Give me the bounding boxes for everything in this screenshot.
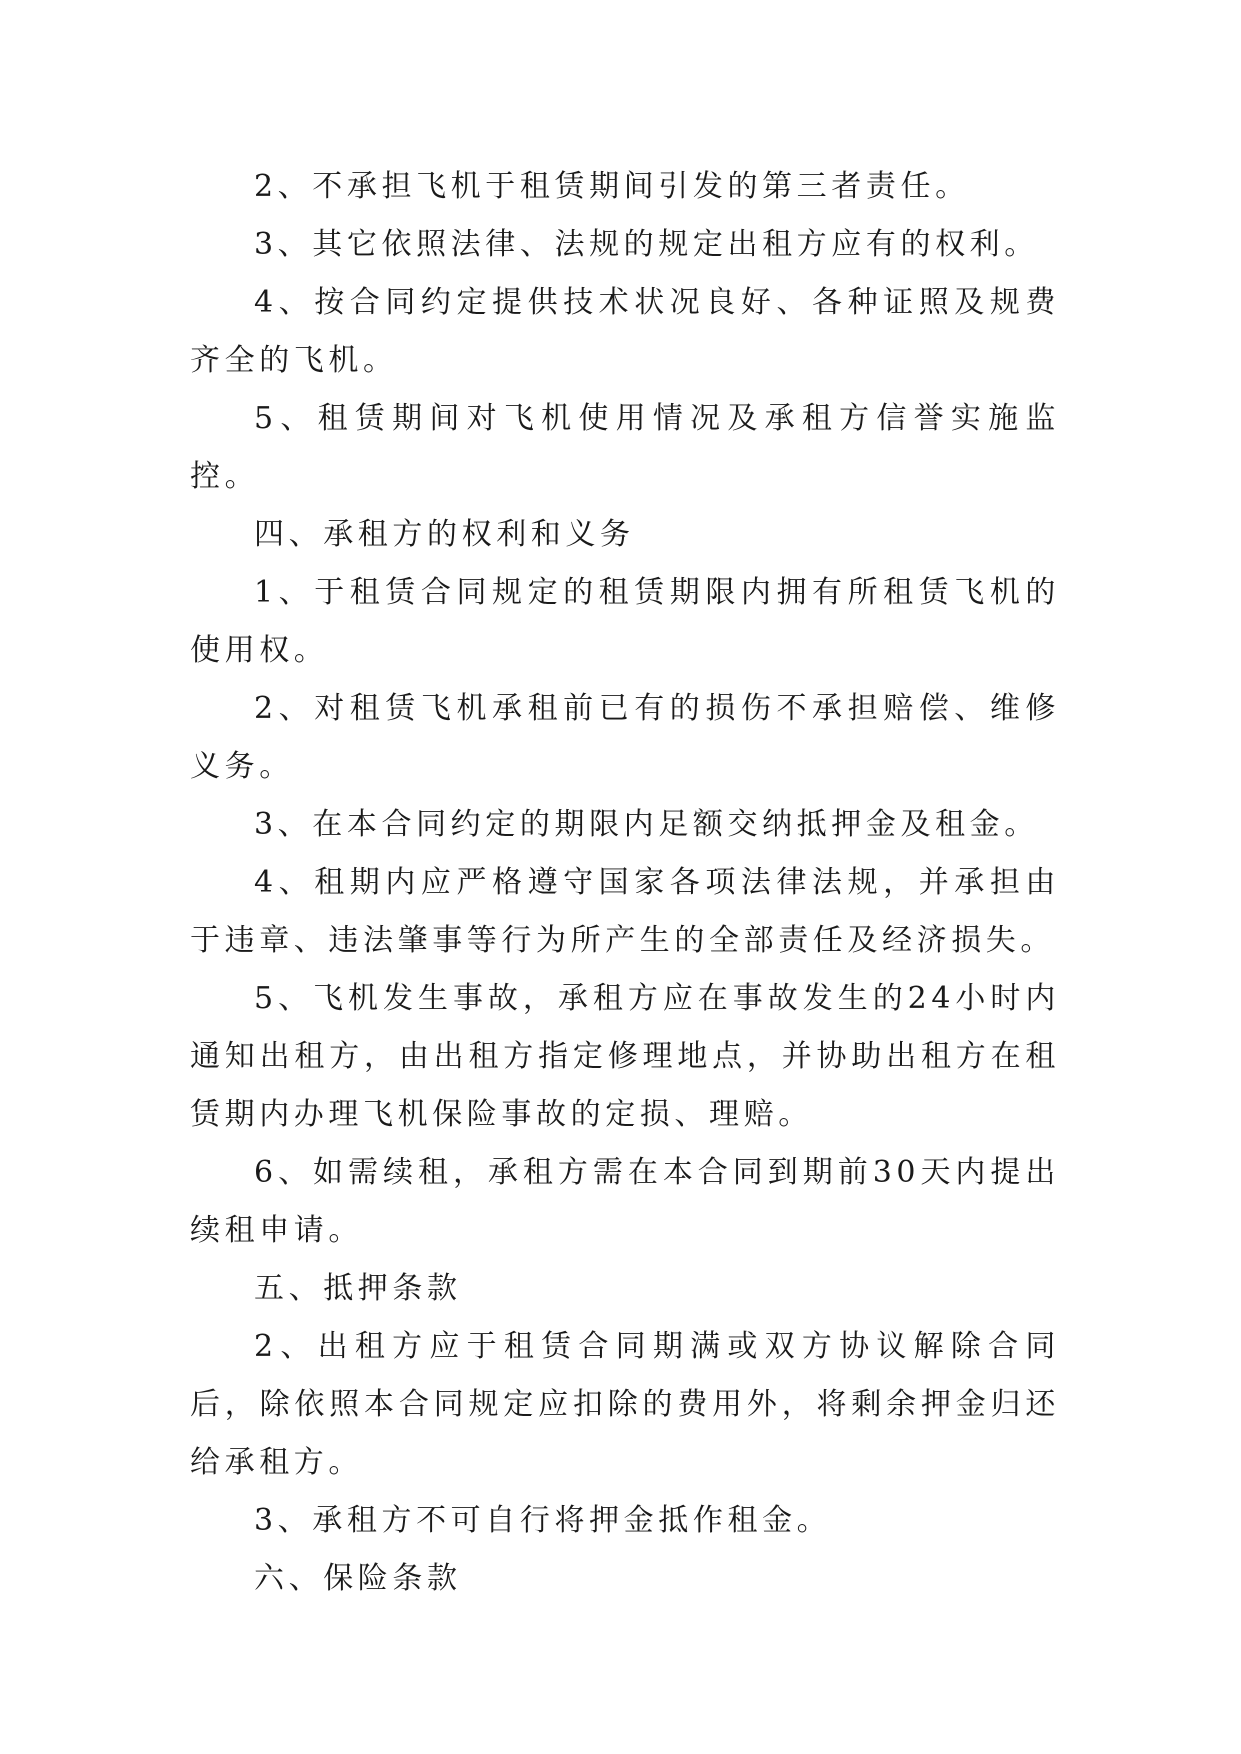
paragraph-lessee-renewal: 6、如需续租，承租方需在本合同到期前30天内提出续租申请。 <box>190 1155 1060 1248</box>
document-body <box>190 158 1060 1608</box>
paragraph-deposit-not-rent: 3、承租方不可自行将押金抵作租金。 <box>254 1503 832 1538</box>
paragraph-lessor-no-third-party-liability: 2、不承担飞机于租赁期间引发的第三者责任。 <box>254 169 970 204</box>
paragraph-lessee-obey-laws: 4、租期内应严格遵守国家各项法律法规，并承担由于违章、违法肇事等行为所产生的全部责任及经济损失。 <box>190 865 1060 958</box>
paragraph-lessee-use-right: 1、于租赁合同规定的租赁期限内拥有所租赁飞机的使用权。 <box>190 575 1060 668</box>
paragraph-lessor-other-rights: 3、其它依照法律、法规的规定出租方应有的权利。 <box>254 227 1039 262</box>
section-heading-lessee-rights: 四、承租方的权利和义务 <box>254 517 635 552</box>
section-heading-deposit-terms: 五、抵押条款 <box>254 1271 462 1306</box>
paragraph-lessee-prior-damage: 2、对租赁飞机承租前已有的损伤不承担赔偿、维修义务。 <box>190 691 1060 784</box>
paragraph-deposit-return: 2、出租方应于租赁合同期满或双方协议解除合同后，除依照本合同规定应扣除的费用外，将剩余押金归还给承租方。 <box>190 1329 1060 1480</box>
paragraph-lessor-provide-aircraft: 4、按合同约定提供技术状况良好、各种证照及规费齐全的飞机。 <box>190 285 1060 378</box>
paragraph-lessee-accident-notice: 5、飞机发生事故，承租方应在事故发生的24小时内通知出租方，由出租方指定修理地点，并协助出租方在租赁期内办理飞机保险事故的定损、理赔。 <box>190 981 1060 1132</box>
section-heading-insurance-terms: 六、保险条款 <box>254 1561 462 1596</box>
paragraph-lessor-monitoring: 5、租赁期间对飞机使用情况及承租方信誉实施监控。 <box>190 401 1060 494</box>
paragraph-lessee-pay-deposit: 3、在本合同约定的期限内足额交纳抵押金及租金。 <box>254 807 1039 842</box>
